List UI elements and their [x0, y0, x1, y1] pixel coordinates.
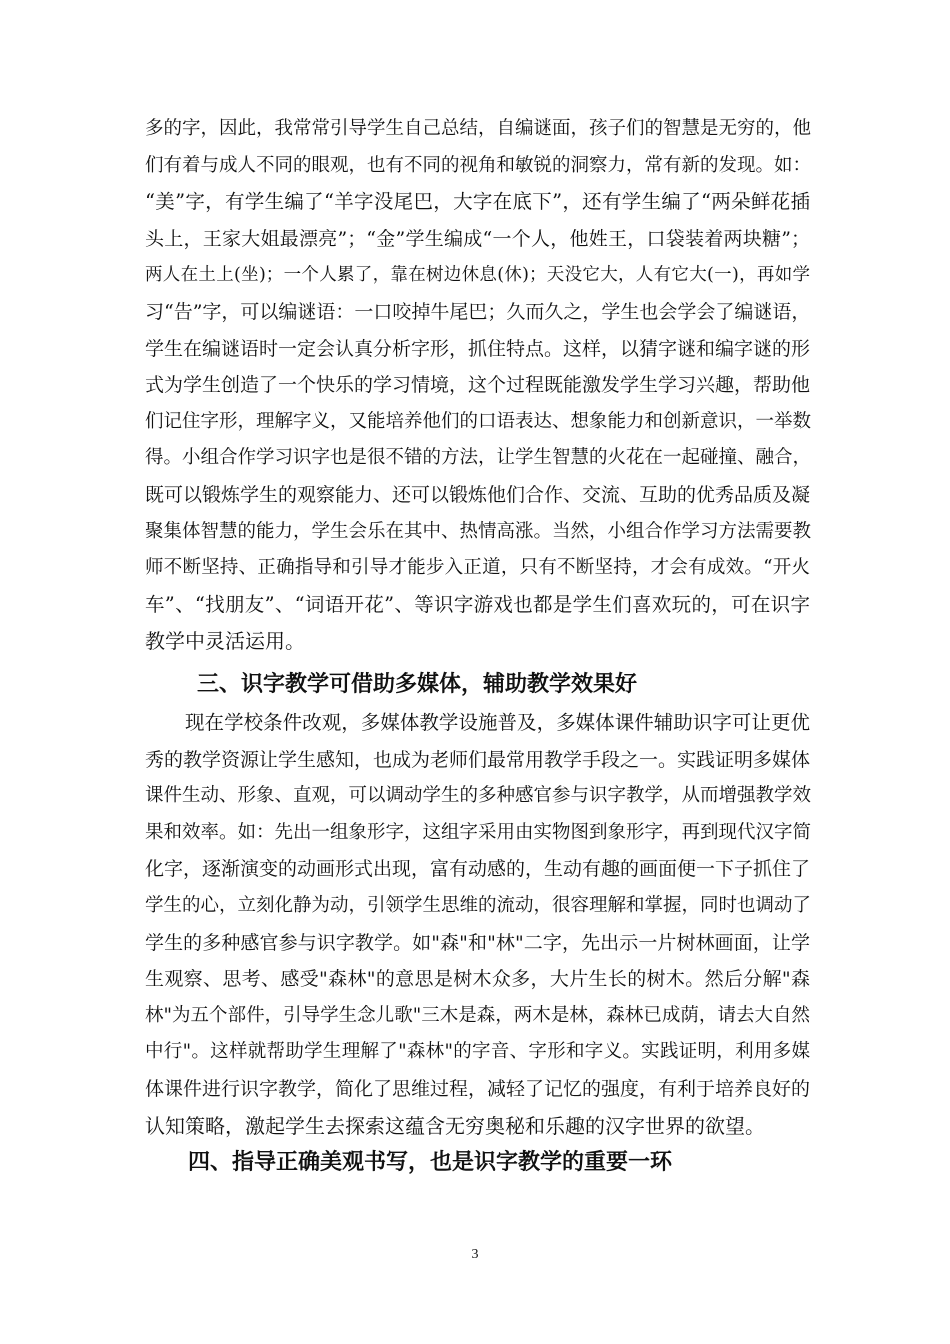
text-line: 式为学生创造了一个快乐的学习情境，这个过程既能激发学生学习兴趣，帮助他 — [145, 374, 811, 397]
text-line: 中行"。这样就帮助学生理解了"森林"的字音、字形和字义。实践证明，利用多媒 — [145, 1041, 810, 1063]
text-line: 多的字，因此，我常常引导学生自己总结，自编谜面，孩子们的智慧是无穷的，他 — [145, 118, 812, 139]
section-heading-4: 四、指导正确美观书写，也是识字教学的重要一环 — [188, 1150, 673, 1175]
text-line: 生观察、思考、感受"森林"的意思是树木众多，大片生长的树木。然后分解"森 — [145, 968, 810, 991]
text-line: 习“告”字，可以编谜语：一口咬掉牛尾巴；久而久之，学生也会学会了编谜语， — [145, 301, 811, 323]
section-heading-3: 三、识字教学可借助多媒体，辅助教学效果好 — [197, 672, 638, 697]
text-line: 秀的教学资源让学生感知，也成为老师们最常用教学手段之一。实践证明多媒体 — [145, 748, 811, 771]
text-line: 体课件进行识字教学，简化了思维过程，减轻了记忆的强度，有利于培养良好的 — [145, 1078, 811, 1100]
text-line: 师不断坚持、正确指导和引导才能步入正道，只有不断坚持，才会有成效。“开火 — [145, 557, 810, 579]
text-line: 头上，王家大姐最漂亮”；“金”学生编成“一个人，他姓王，口袋装着两块糖”； — [145, 227, 810, 250]
text-line: 化字，逐渐演变的动画形式出现，富有动感的，生动有趣的画面便一下子抓住了 — [145, 858, 811, 881]
text-line: 们有着与成人不同的眼观，也有不同的视角和敏锐的洞察力，常有新的发现。如： — [145, 154, 812, 176]
text-line: 学生的心，立刻化静为动，引领学生思维的流动，很容理解和掌握，同时也调动了 — [145, 895, 812, 916]
text-line: 现在学校条件改观，多媒体教学设施普及，多媒体课件辅助识字可让更优 — [185, 711, 810, 734]
text-line: 两人在土上(坐)；一个人累了，靠在树边休息(休)；天没它大，人有它大(一)，再如学 — [145, 265, 810, 286]
text-line: “美”字，有学生编了“羊字没尾巴，大字在底下”，还有学生编了“两朵鲜花插 — [145, 190, 810, 214]
text-line: 认知策略，激起学生去探索这蕴含无穷奥秘和乐趣的汉字世界的欲望。 — [145, 1113, 765, 1138]
text-line: 学生的多种感官参与识字教学。如"森"和"林"二字，先出示一片树林画面，让学 — [145, 931, 810, 954]
text-line: 得。小组合作学习识字也是很不错的方法，让学生智慧的火花在一起碰撞、融合， — [145, 447, 812, 469]
text-line: 聚集体智慧的能力，学生会乐在其中、热情高涨。当然，小组合作学习方法需要教 — [145, 520, 812, 542]
text-line: 林"为五个部件，引导学生念儿歌"三木是森，两木是林，森林已成荫，请去大自然 — [145, 1004, 810, 1026]
text-line: 学生在编谜语时一定会认真分析字形，抓住特点。这样，以猜字谜和编字谜的形 — [145, 337, 811, 360]
text-line: 教学中灵活运用。 — [145, 629, 305, 654]
page-number: 3 — [471, 1247, 479, 1262]
text-line: 课件生动、形象、直观，可以调动学生的多种感官参与识字教学，从而增强教学效 — [145, 785, 812, 807]
text-line: 车”、“找朋友”、“词语开花”、等识字游戏也都是学生们喜欢玩的，可在识字 — [145, 592, 810, 616]
text-line: 既可以锻炼学生的观察能力、还可以锻炼他们合作、交流、互助的优秀品质及凝 — [145, 484, 811, 506]
text-line: 果和效率。如：先出一组象形字，这组字采用由实物图到象形字，再到现代汉字简 — [145, 821, 812, 843]
text-line: 们记住字形，理解字义，又能培养他们的口语表达、想象能力和创新意识，一举数 — [145, 410, 812, 432]
